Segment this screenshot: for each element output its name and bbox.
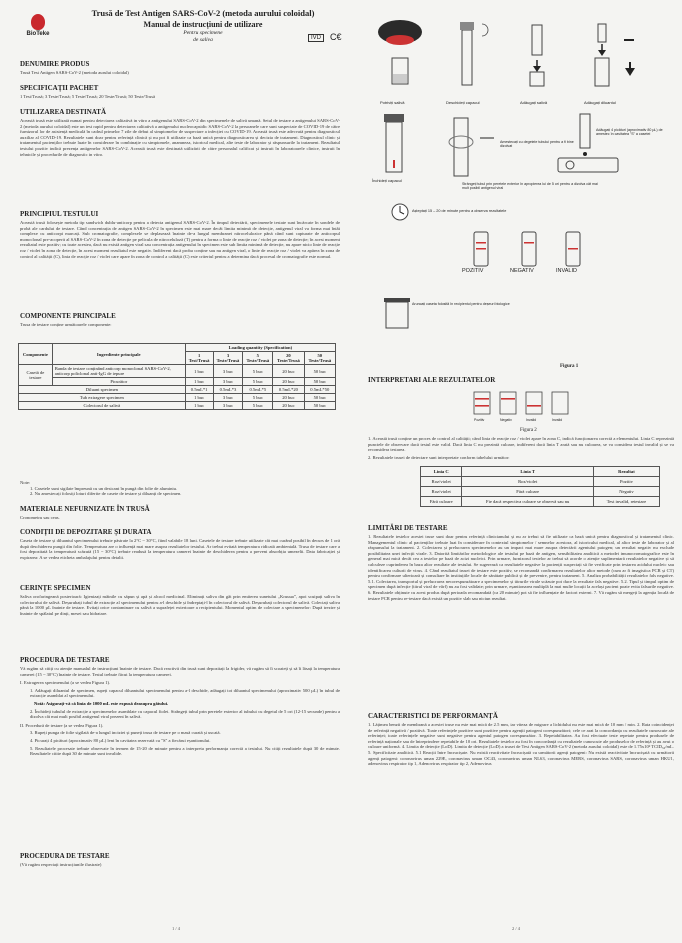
label-discard: Aruncați caseta folosită în recipientul pentru deșeuri biologice [412, 302, 510, 306]
fig2-invalid-b [552, 392, 568, 414]
table-row [421, 487, 660, 497]
figure-1-caption: Figura 1 [560, 364, 579, 369]
table-cell: 0.5mL*20 [273, 386, 304, 394]
section-materials [20, 505, 340, 521]
label-open-cap: Deschideți capacul [446, 100, 480, 105]
fig2-label: Pozitiv [474, 418, 485, 422]
section-text: 1. Rezultatele testelor acestei truse sunt doar pentru referință clinicianului și nu ar trebui să fie utilizate ca bază unică pentru diagnosticul și tratamentul clinic. Managementul clinic al pacienților trebuie luat în considerare în contextul simptomelor / semnelor acestora, al istoricului medical, al altor teste de laborator și al răspunsului la tratament. 2. Colectarea și prelucrarea specimenelor au un impact mai mare asupra detectării agentului patogen; un rezultat negativ nu exclude posibilitatea unei infecții virale. 3. Datorită limitărilor metodologice ale testului pe bază de antigen, sensibilitatea analitică a metodei imunocromatografice este în general mai mică decât cea a testelor pe bază de acizi nucleici. Prin urmare, furnizorul testelor ar trebui să acorde o atenție suplimentară rezultatelor negative și să calculeze cuprinderea în baza altor rezultate ale testului. Se sugerează ca rezultatele negative la pacienții suspectați să fie verificate prin testarea acidului nucleic sau identificarea culturii de virus. 4. Când rezultatul trusei de testare este pozitiv, se recomandă confirmarea rezultatelor altor metode (cum ar fi imagistica PCR și CT) pentru confirmare ulterioară și consultare în instituțiile locale de sănătate publică și de prevenire, pentru tratament. 5. Analiza probabilității rezultatelor fals negative. 5.1. Colectarea, transportul și prelucrarea necorespunzătoare a specimenelor și titrurile virale scăzute pot duce la rezultate fals negative. 5.2. Tipul și timpul optim de specimen după infecție (titrul viral de vârf) nu au fost validate; prin urmare, eșantionarea multiplă la mai multe locații la același pacient poate evita falsurile negative. 6. Rezultatele obținute cu acest produs după perioada recomandată (ca 20 minute) pot să fie influențate de factori externi. 7. Vă rugăm să mergeți la agenția locală de testare PCR pentru re-testare dacă există un pozitiv slab sau niciun rezultat. [368, 534, 674, 601]
section-heading: LIMITĂRI DE TESTARE [368, 524, 448, 532]
table-cell: 1 buc [185, 378, 213, 386]
table-cell: Roz/violet [421, 477, 462, 487]
header-cell: 50 Teste/Trusă [304, 352, 335, 365]
table-notes [20, 480, 340, 497]
table-cell: 1 buc [185, 394, 213, 402]
label-squeeze: Strângeți tubul prin peretele exterior în apropierea lui de 5 ori pentru a dizolva cât mai mult posibil antigenul viral [462, 182, 598, 190]
table-cell: 1 buc [185, 365, 213, 378]
header-cell: 1 Test/Trusă [185, 352, 213, 365]
header-cell: Rezultat [593, 467, 659, 477]
table-cell: 1 buc [185, 402, 213, 410]
table-cell: Negativ [593, 487, 659, 497]
table-cell: Test invalid, retestare [593, 497, 659, 507]
step-open-cap-icon [460, 22, 488, 85]
step-item: 4. Picurați 4 picături (aproximativ 80 µL) lent în cavitatea rezervată cu "S" a fiecărui eșantionului. [30, 737, 211, 743]
table-row [19, 386, 336, 394]
table-cell: 3 buc [213, 365, 243, 378]
step-close-cap-icon [384, 114, 404, 172]
document-title: Trusă de Test Antigen SARS-CoV-2 (metoda aurului coloidal) [91, 8, 315, 18]
table-cell: Fie dacă respectiva culoare se observă sau nu [462, 497, 593, 507]
section-text: Această trusă este utilizată numai pentru detectarea calitativă in vitro a antigenului SARS-CoV-2 din specimenele de salivă umană. Setul de testare a antigenului SARS-CoV-2 (metoda aurului coloidal) este un test rapid pentru detectarea calitativă a antigenului nucleocapsidic SARS-CoV-2 la persoanele care sunt suspectate de COVID-19 de către furnizorul lor de asistență medicală în cadrul primelor 7 zile de debut al simptomelor de suspectare a infecției cu COVID-19. Această trusă este adecvată pentru diagnosticul auxiliar al COVID-19. Rezultatele sunt doar pentru referință clinică și nu pot fi utilizate ca bază unică pentru diagnosticarea și decizia de tratament. Diagnosticul clinic și tratamentul pacienților trebuie luate în considerare în combinație cu simptomele, anamneza, istoricul medical, alte teste de laborator și răspunsurile la tratament. Rezultatul testului pozitiv indică prezența antigenelor SARS-CoV-2. Această trusă este destinată utilizării de către personalul calificat și instruit în laboratoarele clinice, instruit în tehnicile și procedurile de diagnostic in vitro. [20, 118, 340, 157]
table-cell: 20 buc [273, 402, 304, 410]
header-cell: Linia T [462, 467, 593, 477]
section-limitations [368, 524, 674, 601]
section-heading: PROCEDURA DE TESTARE [20, 656, 110, 664]
brand-logo [18, 14, 58, 37]
header-cell: 5 Teste/Trusă [243, 352, 273, 365]
table-row [19, 365, 336, 378]
table-cell: Tub extragere specimen [19, 394, 186, 402]
table-cell: 0.5mL*5 [243, 386, 273, 394]
section-performance [368, 712, 674, 767]
section-text: Cronometru sau ceas. [20, 515, 60, 520]
table-cell: 50 buc [304, 378, 335, 386]
section-heading: UTILIZAREA DESTINATĂ [20, 108, 107, 116]
note-item: 2. Nu amestecați folosiți loturi diferite de casete de testare și diluanți de specimen. [30, 491, 182, 497]
table-cell: 5 buc [243, 402, 273, 410]
table-row [19, 378, 336, 386]
section-test-principle [20, 210, 340, 259]
step-item: 3. Rupeți punga de folie sigilată de-a lungul inciziei și puneți trusa de testare pe o masă curată și uscată. [30, 730, 221, 736]
table-cell: Casetă de testare [19, 365, 53, 386]
notes-heading: Note: [20, 480, 31, 485]
header-loading: Loading quantity (Specification) [185, 344, 335, 352]
table-cell: Banda de testare conținând anticorp monoclonal SARS-CoV-2, anticorp policlonal anti-IgG de iepure [52, 365, 185, 378]
table-cell: 50 buc [304, 402, 335, 410]
section-storage [20, 528, 340, 560]
table-cell: 20 buc [273, 394, 304, 402]
table-row [421, 477, 660, 487]
fig2-label: Negativ [500, 418, 512, 422]
table-cell: Fără culoare [462, 487, 593, 497]
table-cell: Picurător [52, 378, 185, 386]
header-cell: 3 Teste/Trusă [213, 352, 243, 365]
table-cell: Pozitiv [593, 477, 659, 487]
step-item: 1. Adăugați diluantul de specimen, rupeți capacul diluantului specimenului pentru a-l deschide, adăugați tot diluantul specimenului (aproximativ 500 µL) în tubul de extracție asamblat al specimenului. [30, 687, 340, 699]
step-note: Notă: Asigurați-vă că linia de 1000 mL este expusă deasupra gâtului. [34, 700, 169, 706]
table-header-row [19, 344, 336, 352]
section-intended-use [20, 108, 340, 157]
section-heading: PRINCIPIUL TESTULUI [20, 210, 99, 218]
table-cell: 5 buc [243, 394, 273, 402]
figure-2-caption: Figura 2 [520, 428, 537, 433]
table-cell: 0.5mL*1 [185, 386, 213, 394]
table-cell: 5 buc [243, 365, 273, 378]
section-text: Vă rugăm să citiți cu atenție manualul de instrucțiuni înainte de testare. Dacă reactivii din trusă sunt depozitați la frigider, vă rugăm să îi scoateți și să îi lăsați la temperatura camerei (15 ~ 30°C) înainte de testare. Testul trebuie făcut la temperatura camerei. [20, 666, 340, 677]
section-package-spec [20, 84, 340, 100]
step-add-diluent-icon [595, 24, 635, 86]
label-wait: Așteptați 15 – 20 de minute pentru a observa rezultatele [412, 209, 507, 213]
label-invalid: INVALID [556, 268, 577, 274]
table-cell: 50 buc [304, 365, 335, 378]
header-cell: 20 Teste/Trusă [273, 352, 304, 365]
results-text [368, 436, 674, 460]
table-cell: Roz/violet [462, 477, 593, 487]
trash-bin-icon [384, 298, 410, 328]
result-cassette-positive [474, 232, 488, 266]
label-negative: NEGATIV [510, 268, 534, 274]
header-ingredient: Ingrediente principale [52, 344, 185, 365]
section-heading: DENUMIRE PRODUS [20, 60, 90, 68]
result-cassette-invalid [566, 232, 580, 266]
label-close-cap: Închideți capacul [372, 178, 402, 183]
section-text: Trusă Test Antigen SARS-CoV-2 (metoda aurului coloidal) [20, 70, 129, 75]
label-positive: POZITIV [462, 268, 484, 274]
left-page [8, 0, 346, 943]
section-text: Saliva orofaringeană posterioară: Igienizați mâinile cu săpun și apă și alcool medicinal. Eliminați saliva din gât prin emiterea sunetului „Kruuua”, apoi scuipați saliva în colectorului de salivă. Deșurubați tubul de extracție al specimenului pentru a-l deschide și îndreptați-l în colectorul de salivă. Deșurubați colectorul de salivă. Colectați saliva până la 1000 µL înainte de testare. Evitați orice contaminare cu salivă a suprafeței exterioare a recipientului. Momentul optim de colectare a specimenelor: După trezire și înainte de spălatul pe dinți, mesei sau hidratare. [20, 594, 340, 616]
section-heading: CERINȚE SPECIMEN [20, 584, 91, 592]
section-heading: INTERPRETARI ALE REZULTATELOR [368, 376, 496, 384]
label-mix: Amestecați cu degetele tubului pentru a fi bine dizolvat [500, 140, 574, 148]
section-text: 1. Această trusă conține un proces de control al calității; când linia de reacție roz / violet apare în zona C, indică funcționarea corectă a elementului. Linia C reprezintă punctele de observare dacă testul este valid. Dacă linia C nu prezintă culoare, indiferent dacă linia T arată sau nu culoarea, se va considera testul invalid și se va reconsidera testarea. [368, 436, 674, 453]
fig2-label: Invalid [552, 418, 563, 422]
section-text: (Vă rugăm respectați instrucțiunile ilustrate) [20, 862, 102, 867]
section-heading: PROCEDURA DE TESTARE [20, 852, 110, 860]
table-row [19, 394, 336, 402]
header-cell: Linia C [421, 467, 462, 477]
step-squeeze-tube-icon [449, 118, 494, 176]
section-text: 1. Lățimea benzii de membrană a acestei truse nu este mai mică de 2.5 mm, iar viteza de migrare a lichidului nu este mai mică de 10 mm / min. 2. Rata coincidenței de referință negativă / pozitivă. Toate referințele pozitive sunt pozitive pentru agenții patogeni corespunzători; cele ce arat la concordanța cu rezultatele cunoscute ale referinței; toate referințele negative sunt negative pentru agentul patogen corespunzător. 3. Repetabilitatea. Au fost efectuate teste repetate pentru produsele de referință naționale sau de întreprindere repetabile de 10 ori. Rezultatele testelor au fost în concordanță cu rezultatele cunoscute ale produselor de referință și au avut o culoare uniformă. 4. Limita de detecție (LoD). Limita de detecție (LoD) a trusei de Test Antigen SARS-CoV-2 (metoda aurului coloidal) este de 1.75x10² TCID₅₀/mL. 5. Specificitate analitică. 5.1 Reacții între încrucișate. Nu există reactivitate încrucișată cu următorii agenți patogeni: Nu există reactivitate încrucișată cu următorii agenți patogeni: coronavirus uman 229E, coronavirus uman OC43, coronavirus uman NL63, coronavirus MERS, coronavirus SARS, coronavirus uman HKU1, adenovirus respirator tip 1, Adenovirus respirator tip 2, Adenovirus [368, 722, 674, 767]
section-text: Această trusă folosește metoda tip sandwich dublu-anticorp pentru a detecta antigenul SARS-CoV-2. În timpul detectării, specimenele testate sunt încărcate în sondele de probă ale cardului de testare. Când concentrația de antigen SARS-CoV-2 în specimen este mai mare decât limita minimă de detecție, antigenul viral va forma mai întâi complexe cu anticorpi marcați. Sub cromatografie, complexele se deplasează înainte de-a lungul membranei nitrocelulozice până când sunt capturate de anticorpul monoclonal pre-acoperit al SARS-CoV-2 în zona de detecție pe pelicula de nitroceluloză (T) pentru a forma o linie de reacție roz / violet pe zona de detecție; în acest moment rezultatul este pozitiv; cu toate acestea, dacă nu există antigen viral sau concentrația antigenului în specimen este sub limita minimă de detecție, nu apare nicio linie de reacție roz / violet în zona de detecție, în acest moment rezultatul este negativ. Indiferent dacă proba conține sau nu antigen viral, o linie de reacție roz / violet va apărea în zona de control al calității (C), linia de reacție roz / violet care apare în zona de control a calității (C) este criteriul pentru a determina dacă procesul de cromatografie este normal. [20, 220, 340, 259]
document-subtitle: Manual de instrucțiuni de utilizare [143, 20, 263, 29]
section-test-procedure-illustrated [20, 852, 340, 868]
label-add-drops: Adăugați 4 picături (aproximativ 80 µL) de amestec în cavitatea "S" a casetei [596, 128, 663, 136]
section-heading: SPECIFICAȚII PACHET [20, 84, 99, 92]
step-add-saliva-icon [530, 25, 544, 86]
page-number-left: 1 / 4 [172, 926, 181, 931]
table-cell: 20 buc [273, 378, 304, 386]
table-cell: 0.5mL*3 [213, 386, 243, 394]
section-product-name [20, 60, 340, 76]
table-cell: Roz/violet [421, 487, 462, 497]
document-header [68, 8, 338, 44]
step-heading: II. Procedură de testare (a se vedea Figura 1). [20, 722, 104, 728]
section-text: Trusa de testare conține următoarele componente: [20, 322, 112, 327]
table-cell: 3 buc [213, 402, 243, 410]
fig2-invalid-a [526, 392, 542, 414]
table-cell: 3 buc [213, 378, 243, 386]
table-cell: 20 buc [273, 365, 304, 378]
section-text: 2. Rezultatele trusei de detectare sunt interpretate conform tabelului următor: [368, 454, 510, 460]
logo-text: BioTeke [26, 31, 50, 37]
section-text: Caseta de testare și diluantul specimenului trebuie păstrate la 2°C ~ 30°C, fiind valabile 18 luni. Casetele de testare trebuie utilizate cât mai curând posibil în decurs de 1 oră după deschiderea pungii din folie. Temperatura are o influență mai mare asupra rezultatelor testului. Ar trebui evitată temperatura ridicată ambientală. Trusa de testare care a fost depozitată la temperatură scăzută (15 ~ 30°C) trebuie readusă la temperatura camerei înainte de deschiderea pentru a preveni absorbția umezelii. Data fabricației și expirarea: A se vedea eticheta ambalajului pentru detalii. [20, 538, 340, 560]
ivd-badge: IVD [308, 34, 324, 42]
table-cell: Colectorul de salivă [19, 402, 186, 410]
fig2-negative [500, 392, 516, 414]
header-component: Componente [19, 344, 53, 365]
table-cell: 3 buc [213, 394, 243, 402]
note-item: 1. Casetele sunt sigilate împreună cu un desicant în pungă din folie de aluminiu. [30, 485, 178, 491]
section-specimen-requirements [20, 584, 340, 616]
section-heading: CONDIȚII DE DEPOZITARE ȘI DURATA [20, 528, 152, 536]
ce-mark: C€ [330, 32, 342, 42]
table-cell: 50 buc [304, 394, 335, 402]
table-cell: 0.5mL*50 [304, 386, 335, 394]
table-row [421, 497, 660, 507]
step-item: 2. Închideți tubulul de extracție a specimenelor asamblate cu capacul fiolei. Strângeți tubul prin peretele exterior al tubului cu degetul de 5 ori (12-15 secunde) pentru a dizolva cât mai mult posibil antigenul viral prezent în salivă. [30, 708, 340, 720]
table-cell: Diluant specimen [19, 386, 186, 394]
section-heading: COMPONENTE PRINCIPALE [20, 312, 116, 320]
step-spit-icon [378, 20, 422, 84]
fig2-label: Invalid [526, 418, 537, 422]
fig2-positive [474, 392, 490, 414]
result-cassette-negative [522, 232, 536, 266]
step-item: 5. Rezultatele procesate trebuie observate în termen de 15-20 de minute pentru a interpreta performanța corectă a testului. Nu citiți rezultatele după 30 de minute. Rezultatele citite după 30 de minute sunt invalide. [30, 745, 340, 757]
section-main-components [20, 312, 340, 328]
section-results-interpretation [368, 376, 674, 386]
section-heading: CARACTERISTICI DE PERFORMANȚĂ [368, 712, 498, 720]
label-spit: Potriviți salivă [380, 100, 405, 105]
page-number-right: 2 / 4 [512, 926, 521, 931]
figure-2-cassettes [470, 390, 580, 424]
section-test-procedure [20, 656, 340, 757]
timer-icon [392, 204, 408, 220]
logo-icon [31, 14, 45, 30]
table-cell: Fără culoare [421, 497, 462, 507]
label-add-diluent: Adăugați diluantul [584, 100, 616, 105]
specimen-note-1: Pentru specimene [183, 30, 223, 36]
results-table [420, 466, 660, 507]
table-cell: 5 buc [243, 378, 273, 386]
specimen-note-2: de saliva [193, 37, 213, 43]
section-text: 1 Test/Trusă; 3 Teste/Trusă; 5 Teste/Trusă; 20 Teste/Trusă; 50 Teste/Trusă [20, 94, 156, 99]
components-table [18, 343, 336, 410]
table-row [19, 402, 336, 410]
step-heading: I. Extragerea specimenului (a se vedea Figura 1). [20, 680, 111, 686]
table-header-row [421, 467, 660, 477]
section-heading: MATERIALE NEFURNIZATE ÎN TRUSĂ [20, 505, 150, 513]
label-add-saliva: Adăugați salivă [520, 100, 548, 105]
